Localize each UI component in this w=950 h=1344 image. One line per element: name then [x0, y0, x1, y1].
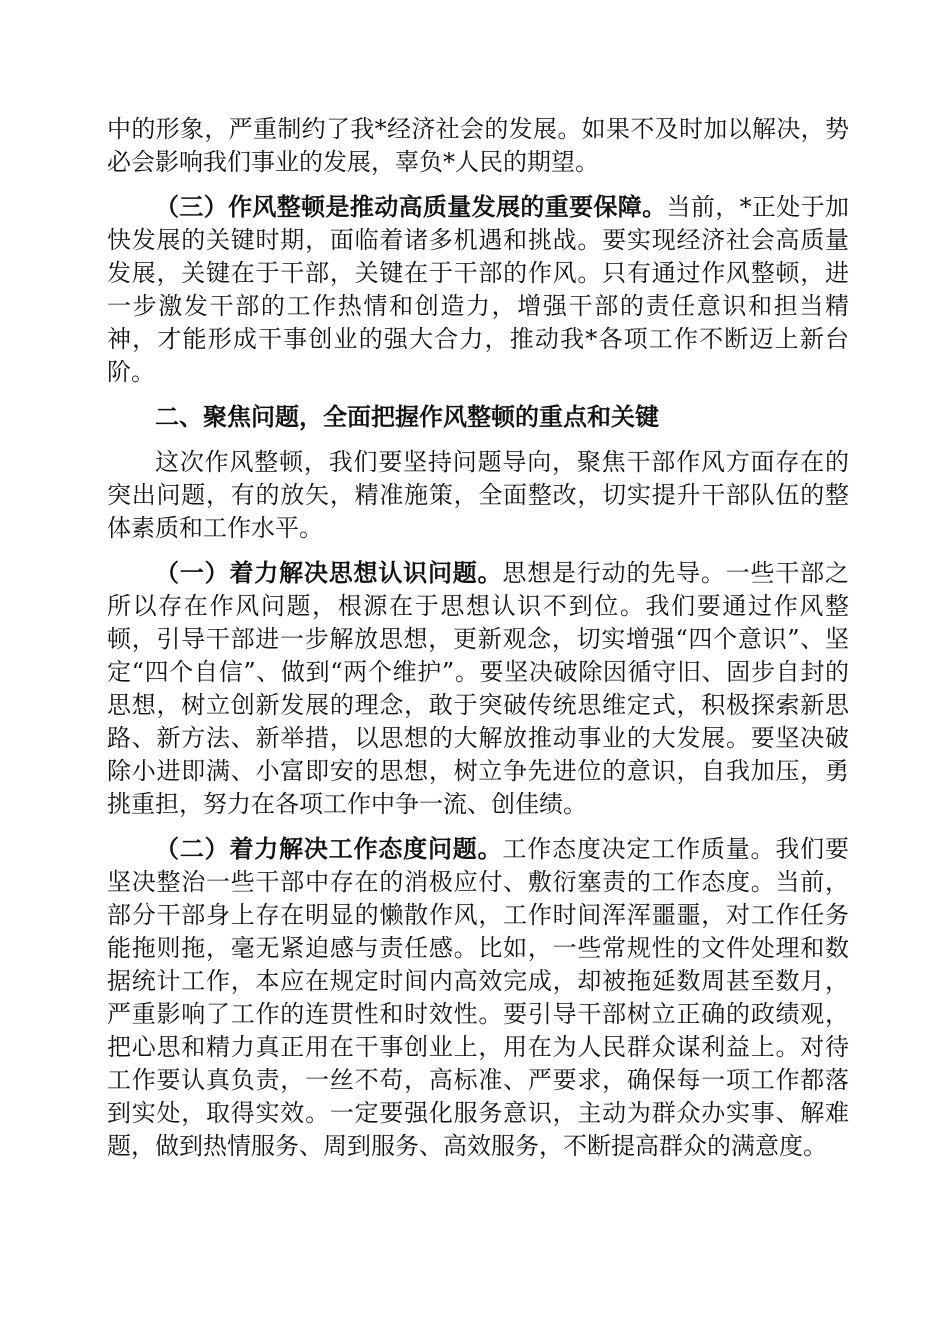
paragraph-continuation [107, 113, 849, 179]
paragraph-text: 当前，*正处于加快发展的关键时期，面临着诸多机遇和挑战。要实现经济社会高质量发展，关键在于干部，关键在于干部的作风。只有通过作风整顿，进一步激发干部的工作热情和创造力，增强干部的责任意识和担当精神，才能形成干事创业的强大合力，推动我*各项工作不断迈上新台阶。 [107, 193, 849, 386]
paragraph-text: 这次作风整顿，我们要坚持问题导向，聚焦干部作风方面存在的突出问题，有的放矢，精准施策，全面整改，切实提升干部队伍的整体素质和工作水平。 [107, 448, 849, 542]
paragraph-lead: （一）着力解决思想认识问题。 [155, 559, 503, 587]
paragraph-lead: （二）着力解决工作态度问题。 [155, 835, 503, 863]
document-page [107, 113, 849, 1175]
paragraph-subsection-one [107, 557, 849, 821]
paragraph-section-three [107, 191, 849, 389]
paragraph-text: 思想是行动的先导。一些干部之所以存在作风问题，根源在于思想认识不到位。我们要通过作风整顿，引导干部进一步解放思想，更新观念，切实增强“四个意识”、坚定“四个自信”、做到“两个维护”。要坚决破除因循守旧、固步自封的思想，树立创新发展的理念，敢于突破传统思维定式，积极探索新思路、新方法、新举措，以思想的大解放推动事业的大发展。要坚决破除小进即满、小富即安的思想，树立争先进位的意识，自我加压，勇挑重担，努力在各项工作中争一流、创佳绩。 [107, 559, 849, 818]
paragraph-intro [107, 446, 849, 545]
paragraph-lead: （三）作风整顿是推动高质量发展的重要保障。 [155, 193, 667, 221]
paragraph-text: 工作态度决定工作质量。我们要坚决整治一些干部中存在的消极应付、敷衍塞责的工作态度。当前，部分干部身上存在明显的懒散作风，工作时间浑浑噩噩，对工作任务能拖则拖，毫无紧迫感与责任感。比如，一些常规性的文件处理和数据统计工作，本应在规定时间内高效完成，却被拖延数周甚至数月，严重影响了工作的连贯性和时效性。要引导干部树立正确的政绩观，把心思和精力真正用在干事创业上，用在为人民群众谋利益上。对待工作要认真负责，一丝不苟，高标准、严要求，确保每一项工作都落到实处，取得实效。一定要强化服务意识，主动为群众办实事、解难题，做到热情服务、周到服务、高效服务，不断提高群众的满意度。 [107, 835, 849, 1160]
section-heading-two: 二、聚焦问题，全面把握作风整顿的重点和关键 [155, 403, 659, 431]
paragraph-subsection-two [107, 833, 849, 1163]
paragraph-text: 中的形象，严重制约了我*经济社会的发展。如果不及时加以解决，势必会影响我们事业的发展，辜负*人民的期望。 [107, 115, 849, 176]
